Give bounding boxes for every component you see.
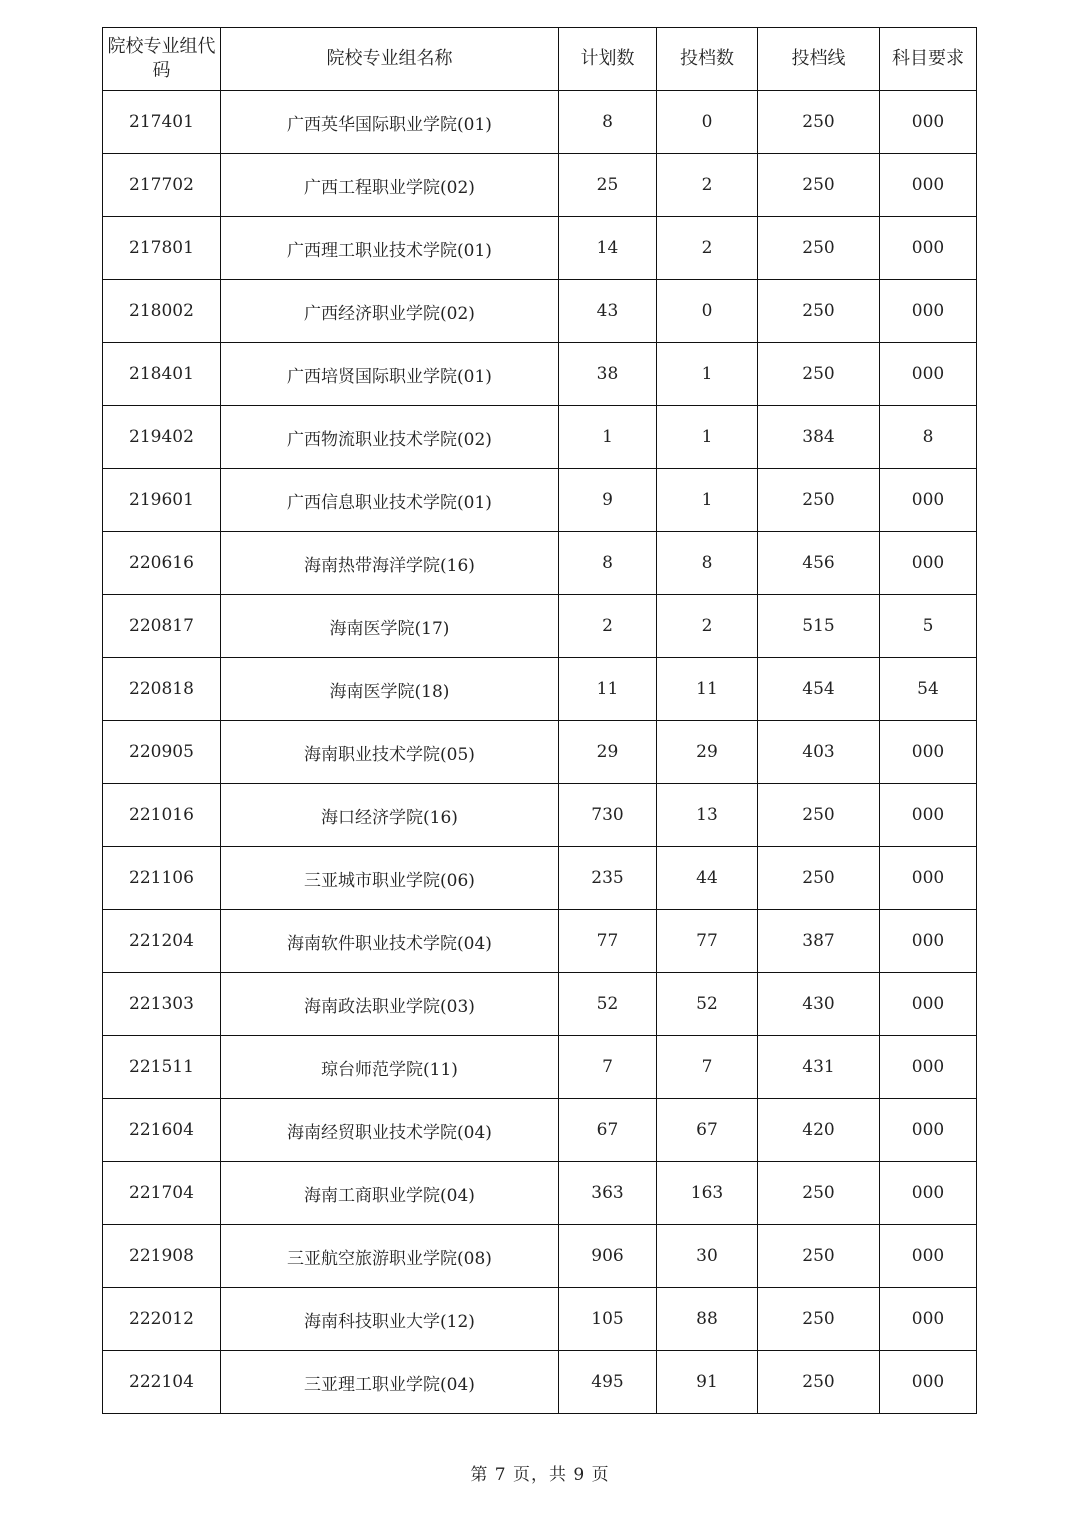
cell-code: 219402 [103, 406, 221, 469]
cell-code: 219601 [103, 469, 221, 532]
cell-code: 222104 [103, 1351, 221, 1414]
cell-code: 221106 [103, 847, 221, 910]
cell-subject: 000 [880, 973, 977, 1036]
cell-name: 广西理工职业技术学院(01) [221, 217, 559, 280]
cell-name: 海口经济学院(16) [221, 784, 559, 847]
cell-subject: 000 [880, 154, 977, 217]
cell-name: 海南职业技术学院(05) [221, 721, 559, 784]
cell-line: 250 [758, 1351, 880, 1414]
table-row [103, 1351, 977, 1414]
cell-plan: 8 [559, 91, 657, 154]
cell-filed: 52 [657, 973, 758, 1036]
cell-code: 221604 [103, 1099, 221, 1162]
cell-name: 广西工程职业学院(02) [221, 154, 559, 217]
cell-filed: 67 [657, 1099, 758, 1162]
cell-line: 250 [758, 784, 880, 847]
cell-code: 220616 [103, 532, 221, 595]
table-body [103, 91, 977, 1414]
cell-plan: 25 [559, 154, 657, 217]
cell-code: 221511 [103, 1036, 221, 1099]
cell-subject: 000 [880, 1036, 977, 1099]
cell-plan: 235 [559, 847, 657, 910]
header-name: 院校专业组名称 [221, 28, 559, 91]
cell-plan: 29 [559, 721, 657, 784]
cell-filed: 88 [657, 1288, 758, 1351]
cell-line: 387 [758, 910, 880, 973]
cell-line: 250 [758, 217, 880, 280]
table-row [103, 847, 977, 910]
cell-filed: 7 [657, 1036, 758, 1099]
cell-filed: 8 [657, 532, 758, 595]
cell-name: 三亚理工职业学院(04) [221, 1351, 559, 1414]
cell-code: 218002 [103, 280, 221, 343]
table-row [103, 1036, 977, 1099]
cell-filed: 163 [657, 1162, 758, 1225]
table-row [103, 343, 977, 406]
cell-code: 221204 [103, 910, 221, 973]
cell-subject: 000 [880, 847, 977, 910]
table-row [103, 973, 977, 1036]
cell-filed: 0 [657, 91, 758, 154]
cell-name: 三亚城市职业学院(06) [221, 847, 559, 910]
cell-code: 218401 [103, 343, 221, 406]
cell-line: 431 [758, 1036, 880, 1099]
cell-code: 221016 [103, 784, 221, 847]
table-row [103, 910, 977, 973]
cell-subject: 000 [880, 532, 977, 595]
cell-filed: 1 [657, 469, 758, 532]
cell-line: 384 [758, 406, 880, 469]
cell-line: 515 [758, 595, 880, 658]
cell-plan: 9 [559, 469, 657, 532]
cell-filed: 30 [657, 1225, 758, 1288]
cell-subject: 000 [880, 1351, 977, 1414]
cell-filed: 0 [657, 280, 758, 343]
cell-name: 广西信息职业技术学院(01) [221, 469, 559, 532]
table-row [103, 280, 977, 343]
cell-name: 海南工商职业学院(04) [221, 1162, 559, 1225]
cell-code: 220905 [103, 721, 221, 784]
cell-line: 430 [758, 973, 880, 1036]
header-code: 院校专业组代码 [103, 28, 221, 91]
cell-subject: 000 [880, 280, 977, 343]
table-row [103, 154, 977, 217]
cell-code: 220817 [103, 595, 221, 658]
cell-line: 403 [758, 721, 880, 784]
cell-code: 217801 [103, 217, 221, 280]
cell-code: 221303 [103, 973, 221, 1036]
cell-plan: 77 [559, 910, 657, 973]
cell-plan: 105 [559, 1288, 657, 1351]
cell-filed: 11 [657, 658, 758, 721]
cell-plan: 2 [559, 595, 657, 658]
cell-subject: 8 [880, 406, 977, 469]
cell-subject: 000 [880, 1162, 977, 1225]
cell-name: 海南医学院(17) [221, 595, 559, 658]
table-row [103, 1225, 977, 1288]
cell-plan: 43 [559, 280, 657, 343]
table-row [103, 1162, 977, 1225]
cell-name: 三亚航空旅游职业学院(08) [221, 1225, 559, 1288]
cell-filed: 2 [657, 595, 758, 658]
cell-code: 221704 [103, 1162, 221, 1225]
cell-name: 海南软件职业技术学院(04) [221, 910, 559, 973]
cell-filed: 13 [657, 784, 758, 847]
table-header-row [103, 28, 977, 91]
header-line: 投档线 [758, 28, 880, 91]
cell-code: 222012 [103, 1288, 221, 1351]
cell-subject: 5 [880, 595, 977, 658]
cell-subject: 000 [880, 1288, 977, 1351]
cell-subject: 000 [880, 343, 977, 406]
cell-plan: 52 [559, 973, 657, 1036]
cell-plan: 8 [559, 532, 657, 595]
cell-code: 217702 [103, 154, 221, 217]
cell-name: 琼台师范学院(11) [221, 1036, 559, 1099]
cell-plan: 67 [559, 1099, 657, 1162]
cell-name: 海南政法职业学院(03) [221, 973, 559, 1036]
cell-subject: 000 [880, 469, 977, 532]
cell-name: 广西英华国际职业学院(01) [221, 91, 559, 154]
cell-filed: 77 [657, 910, 758, 973]
header-plan: 计划数 [559, 28, 657, 91]
cell-line: 250 [758, 469, 880, 532]
cell-line: 250 [758, 280, 880, 343]
table-row [103, 91, 977, 154]
cell-filed: 29 [657, 721, 758, 784]
cell-subject: 000 [880, 910, 977, 973]
cell-plan: 14 [559, 217, 657, 280]
cell-plan: 38 [559, 343, 657, 406]
table-row [103, 1288, 977, 1351]
cell-plan: 11 [559, 658, 657, 721]
cell-name: 海南经贸职业技术学院(04) [221, 1099, 559, 1162]
cell-name: 广西物流职业技术学院(02) [221, 406, 559, 469]
cell-filed: 2 [657, 217, 758, 280]
cell-name: 海南医学院(18) [221, 658, 559, 721]
table-row [103, 721, 977, 784]
cell-line: 456 [758, 532, 880, 595]
header-filed: 投档数 [657, 28, 758, 91]
cell-subject: 54 [880, 658, 977, 721]
header-subject: 科目要求 [880, 28, 977, 91]
cell-name: 广西培贤国际职业学院(01) [221, 343, 559, 406]
admission-table [102, 27, 977, 1414]
page-number: 第 7 页，共 9 页 [470, 1465, 610, 1485]
cell-line: 454 [758, 658, 880, 721]
table-row [103, 784, 977, 847]
cell-line: 250 [758, 91, 880, 154]
cell-filed: 1 [657, 406, 758, 469]
table-row [103, 532, 977, 595]
cell-plan: 906 [559, 1225, 657, 1288]
cell-line: 250 [758, 1225, 880, 1288]
table-row [103, 595, 977, 658]
table-row [103, 406, 977, 469]
cell-code: 221908 [103, 1225, 221, 1288]
cell-subject: 000 [880, 784, 977, 847]
cell-line: 250 [758, 154, 880, 217]
cell-line: 250 [758, 343, 880, 406]
cell-filed: 2 [657, 154, 758, 217]
cell-subject: 000 [880, 91, 977, 154]
cell-plan: 1 [559, 406, 657, 469]
cell-subject: 000 [880, 721, 977, 784]
cell-plan: 730 [559, 784, 657, 847]
cell-line: 250 [758, 1162, 880, 1225]
cell-subject: 000 [880, 217, 977, 280]
cell-filed: 91 [657, 1351, 758, 1414]
cell-name: 海南科技职业大学(12) [221, 1288, 559, 1351]
table-row [103, 1099, 977, 1162]
cell-line: 250 [758, 1288, 880, 1351]
cell-code: 220818 [103, 658, 221, 721]
cell-plan: 7 [559, 1036, 657, 1099]
table-row [103, 658, 977, 721]
cell-filed: 44 [657, 847, 758, 910]
cell-name: 海南热带海洋学院(16) [221, 532, 559, 595]
cell-name: 广西经济职业学院(02) [221, 280, 559, 343]
cell-subject: 000 [880, 1099, 977, 1162]
table-row [103, 217, 977, 280]
cell-filed: 1 [657, 343, 758, 406]
cell-subject: 000 [880, 1225, 977, 1288]
cell-code: 217401 [103, 91, 221, 154]
cell-line: 420 [758, 1099, 880, 1162]
cell-plan: 495 [559, 1351, 657, 1414]
cell-plan: 363 [559, 1162, 657, 1225]
cell-line: 250 [758, 847, 880, 910]
table-row [103, 469, 977, 532]
